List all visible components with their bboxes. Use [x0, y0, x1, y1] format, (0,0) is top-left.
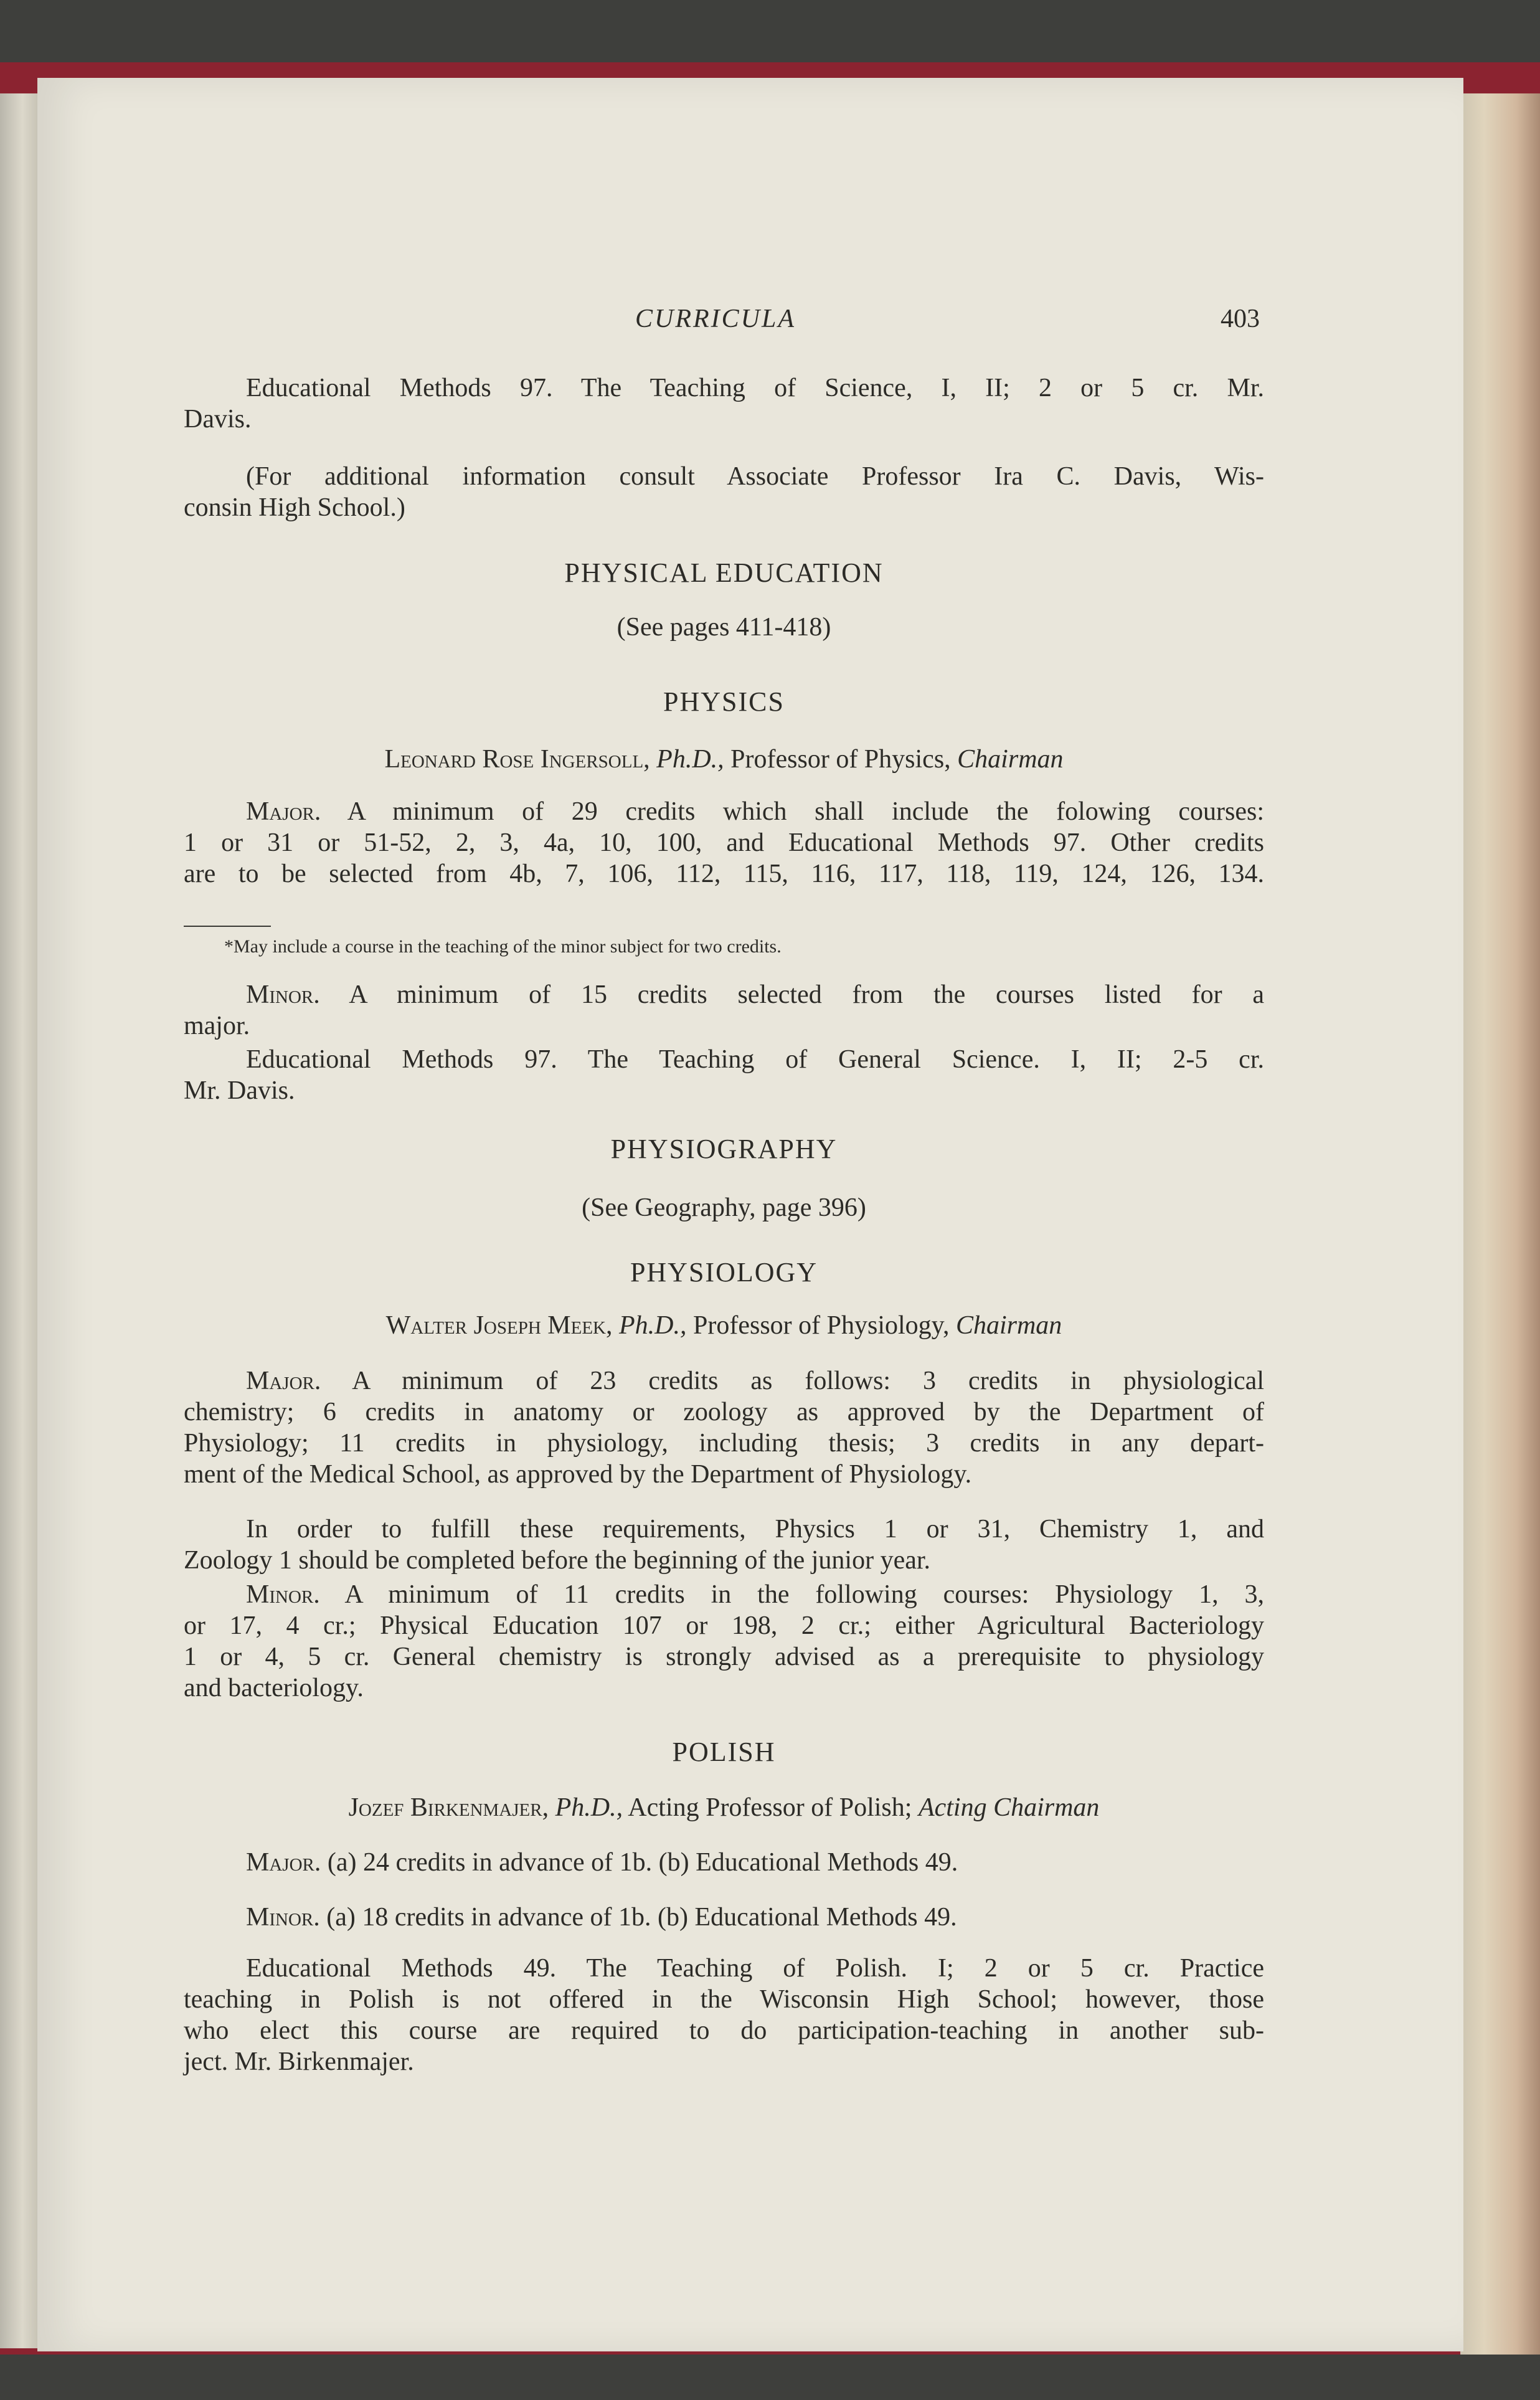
- paragraph-line: Educational Methods 97. The Teaching of Science, I, II; 2 or 5 cr. Mr.: [246, 374, 1264, 402]
- paragraph-line: teaching in Polish is not offered in the Wisconsin High School; however, those: [184, 1985, 1264, 2014]
- paragraph-line: and bacteriology.: [184, 1674, 364, 1702]
- paragraph-line: consin High School.): [184, 493, 405, 522]
- chair-degree: Ph.D.,: [555, 1793, 623, 1822]
- running-title: CURRICULA: [635, 305, 796, 333]
- chairman-line: [184, 1792, 1264, 1823]
- paragraph-line: Mr. Davis.: [184, 1076, 295, 1105]
- paragraph-line: 1 or 4, 5 cr. General chemistry is strongly advised as a prerequisite to physiology: [184, 1643, 1264, 1671]
- major-line: [184, 1365, 1264, 1397]
- minor-label: Minor.: [246, 1903, 320, 1932]
- chair-role: Chairman: [957, 745, 1064, 774]
- chair-title: Acting Professor of Polish;: [628, 1793, 912, 1822]
- paragraph-line: chemistry; 6 credits in anatomy or zoology as approved by the Department of: [184, 1398, 1264, 1426]
- minor-line: [184, 1902, 1264, 1933]
- section-heading-physiography: PHYSIOGRAPHY: [610, 1134, 838, 1164]
- section-heading-physiology: PHYSIOLOGY: [630, 1257, 818, 1288]
- minor-text: A minimum of 11 credits in the following courses: Physiology 1, 3,: [344, 1580, 1264, 1609]
- paragraph-line: Educational Methods 97. The Teaching of General Science. I, II; 2-5 cr.: [246, 1045, 1264, 1074]
- major-line: [184, 796, 1264, 827]
- paragraph-line: are to be selected from 4b, 7, 106, 112, 115, 116, 117, 118, 119, 124, 126, 134.: [184, 860, 1264, 888]
- minor-label: Minor.: [246, 1580, 320, 1609]
- paragraph-line: ment of the Medical School, as approved by the Department of Physiology.: [184, 1460, 972, 1489]
- chair-degree: Ph.D.,: [619, 1311, 687, 1340]
- cross-reference: (See Geography, page 396): [582, 1193, 866, 1222]
- paragraph-line: (For additional information consult Associate Professor Ira C. Davis, Wis-: [246, 462, 1264, 491]
- chairman-line: [184, 744, 1264, 775]
- chair-role: Chairman: [955, 1311, 1062, 1340]
- minor-line: [184, 1579, 1264, 1610]
- paragraph-line: or 17, 4 cr.; Physical Education 107 or 198, 2 cr.; either Agricultural Bacteriology: [184, 1611, 1264, 1640]
- paragraph-line: 1 or 31 or 51-52, 2, 3, 4a, 10, 100, and Educational Methods 97. Other credits: [184, 828, 1264, 857]
- chairman-line: [184, 1310, 1264, 1341]
- major-text: A minimum of 23 credits as follows: 3 credits in physiological: [352, 1367, 1264, 1395]
- paragraph-line: Zoology 1 should be completed before the beginning of the junior year.: [184, 1546, 931, 1575]
- cross-reference: (See pages 411-418): [616, 613, 831, 642]
- chair-name: Leonard Rose Ingersoll,: [384, 745, 650, 774]
- major-text: (a) 24 credits in advance of 1b. (b) Educational Methods 49.: [327, 1848, 958, 1877]
- major-line: [184, 1847, 1264, 1878]
- paragraph-line: Davis.: [184, 405, 252, 434]
- section-heading-physics: PHYSICS: [663, 686, 785, 717]
- paragraph-line: major.: [184, 1012, 250, 1040]
- section-heading-physical-education: PHYSICAL EDUCATION: [564, 557, 884, 588]
- minor-label: Minor.: [246, 980, 320, 1009]
- chair-title: Professor of Physics,: [730, 745, 951, 774]
- chair-role: Acting Chairman: [918, 1793, 1100, 1822]
- chair-degree: Ph.D.,: [656, 745, 724, 774]
- minor-text: A minimum of 15 credits selected from the courses listed for a: [349, 980, 1264, 1009]
- paragraph-line: In order to fulfill these requirements, Physics 1 or 31, Chemistry 1, and: [246, 1515, 1264, 1544]
- facing-page-edge: [0, 93, 37, 2348]
- paragraph-line: ject. Mr. Birkenmajer.: [184, 2047, 414, 2076]
- footnote-rule: [184, 926, 271, 927]
- minor-text: (a) 18 credits in advance of 1b. (b) Educational Methods 49.: [326, 1903, 957, 1932]
- major-label: Major.: [246, 797, 321, 826]
- major-text: A minimum of 29 credits which shall include the folowing courses:: [347, 797, 1264, 826]
- footnote: *May include a course in the teaching of the minor subject for two credits.: [224, 936, 782, 957]
- chair-title: Professor of Physiology,: [693, 1311, 950, 1340]
- page-block-edge: [1460, 93, 1540, 2355]
- chair-name: Jozef Birkenmajer,: [348, 1793, 549, 1822]
- major-label: Major.: [246, 1848, 321, 1877]
- page-number: 403: [1221, 305, 1260, 333]
- paragraph-line: Educational Methods 49. The Teaching of Polish. I; 2 or 5 cr. Practice: [246, 1954, 1264, 1983]
- major-label: Major.: [246, 1367, 321, 1395]
- chair-name: Walter Joseph Meek,: [385, 1311, 613, 1340]
- paragraph-line: who elect this course are required to do participation-teaching in another sub-: [184, 2016, 1264, 2045]
- paragraph-line: Physiology; 11 credits in physiology, including thesis; 3 credits in any depart-: [184, 1429, 1264, 1458]
- section-heading-polish: POLISH: [672, 1737, 776, 1767]
- minor-line: [184, 979, 1264, 1010]
